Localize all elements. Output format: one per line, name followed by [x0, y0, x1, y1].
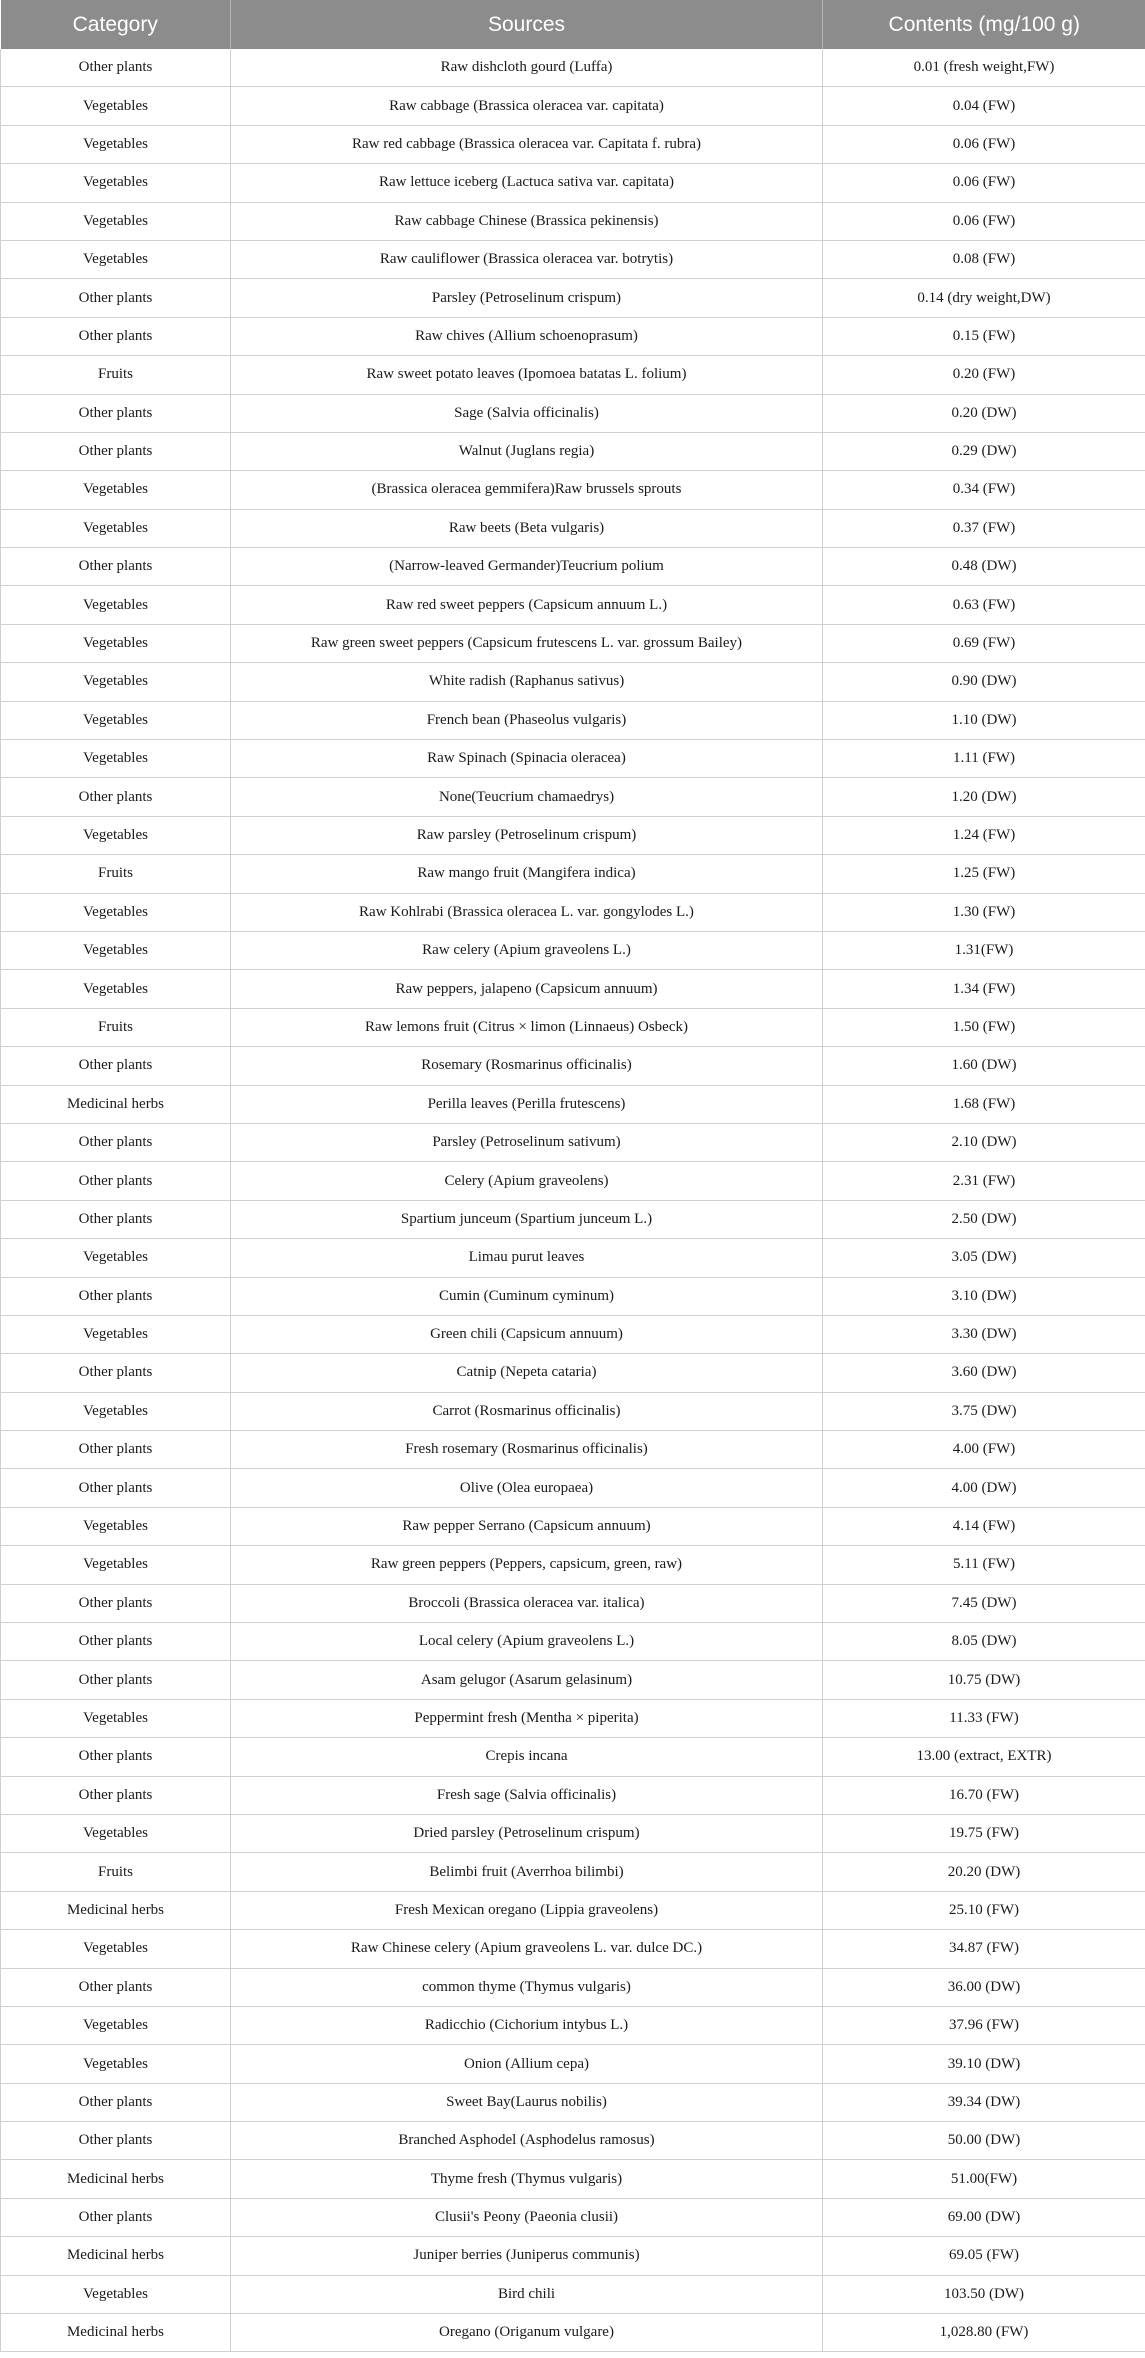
table-row [1, 471, 1145, 509]
table-row [1, 1085, 1145, 1123]
cell-source: Raw green peppers (Peppers, capsicum, green, raw) [231, 1546, 823, 1584]
cell-content: 10.75 (DW) [823, 1661, 1145, 1699]
cell-source: Carrot (Rosmarinus officinalis) [231, 1392, 823, 1430]
cell-content: 1.31(FW) [823, 931, 1145, 969]
header-sources: Sources [231, 0, 823, 49]
table-row [1, 1392, 1145, 1430]
table-row [1, 740, 1145, 778]
cell-category: Vegetables [1, 2045, 231, 2083]
table-row [1, 2006, 1145, 2044]
cell-content: 1.30 (FW) [823, 893, 1145, 931]
cell-content: 50.00 (DW) [823, 2122, 1145, 2160]
table-row [1, 356, 1145, 394]
cell-content: 1.34 (FW) [823, 970, 1145, 1008]
table-row [1, 1776, 1145, 1814]
table-row [1, 49, 1145, 87]
table-row [1, 970, 1145, 1008]
table-row [1, 1968, 1145, 2006]
cell-category: Vegetables [1, 509, 231, 547]
table-row [1, 2198, 1145, 2236]
cell-category: Other plants [1, 1469, 231, 1507]
cell-category: Other plants [1, 1584, 231, 1622]
cell-category: Other plants [1, 1123, 231, 1161]
cell-source: Celery (Apium graveolens) [231, 1162, 823, 1200]
cell-content: 0.48 (DW) [823, 548, 1145, 586]
cell-source: Cumin (Cuminum cyminum) [231, 1277, 823, 1315]
table-row [1, 202, 1145, 240]
cell-content: 0.06 (FW) [823, 125, 1145, 163]
cell-source: Crepis incana [231, 1738, 823, 1776]
cell-content: 16.70 (FW) [823, 1776, 1145, 1814]
table-row [1, 1162, 1145, 1200]
table-row [1, 1930, 1145, 1968]
table-row [1, 816, 1145, 854]
cell-category: Vegetables [1, 586, 231, 624]
cell-content: 5.11 (FW) [823, 1546, 1145, 1584]
cell-source: Perilla leaves (Perilla frutescens) [231, 1085, 823, 1123]
cell-category: Vegetables [1, 624, 231, 662]
table-row [1, 394, 1145, 432]
cell-content: 36.00 (DW) [823, 1968, 1145, 2006]
cell-source: Fresh sage (Salvia officinalis) [231, 1776, 823, 1814]
header-contents: Contents (mg/100 g) [823, 0, 1145, 49]
table-row [1, 586, 1145, 624]
cell-category: Vegetables [1, 1315, 231, 1353]
cell-content: 0.20 (FW) [823, 356, 1145, 394]
cell-source: Broccoli (Brassica oleracea var. italica) [231, 1584, 823, 1622]
cell-category: Vegetables [1, 893, 231, 931]
cell-content: 0.90 (DW) [823, 663, 1145, 701]
cell-category: Other plants [1, 1623, 231, 1661]
cell-content: 3.60 (DW) [823, 1354, 1145, 1392]
cell-source: Fresh Mexican oregano (Lippia graveolens) [231, 1891, 823, 1929]
cell-source: Belimbi fruit (Averrhoa bilimbi) [231, 1853, 823, 1891]
cell-content: 0.08 (FW) [823, 240, 1145, 278]
cell-source: (Narrow-leaved Germander)Teucrium polium [231, 548, 823, 586]
cell-source: Green chili (Capsicum annuum) [231, 1315, 823, 1353]
cell-source: Local celery (Apium graveolens L.) [231, 1623, 823, 1661]
cell-source: Raw red sweet peppers (Capsicum annuum L.) [231, 586, 823, 624]
table-body [1, 49, 1145, 2352]
cell-category: Vegetables [1, 1239, 231, 1277]
cell-content: 11.33 (FW) [823, 1699, 1145, 1737]
cell-source: Catnip (Nepeta cataria) [231, 1354, 823, 1392]
cell-category: Other plants [1, 1162, 231, 1200]
cell-category: Other plants [1, 1968, 231, 2006]
cell-source: Raw chives (Allium schoenoprasum) [231, 317, 823, 355]
cell-category: Vegetables [1, 970, 231, 1008]
cell-source: Juniper berries (Juniperus communis) [231, 2237, 823, 2275]
cell-category: Medicinal herbs [1, 2237, 231, 2275]
cell-source: Raw lemons fruit (Citrus × limon (Linnaeus) Osbeck) [231, 1008, 823, 1046]
table-row [1, 778, 1145, 816]
cell-content: 69.00 (DW) [823, 2198, 1145, 2236]
cell-content: 0.29 (DW) [823, 432, 1145, 470]
table-row [1, 1623, 1145, 1661]
cell-category: Vegetables [1, 663, 231, 701]
cell-content: 8.05 (DW) [823, 1623, 1145, 1661]
cell-content: 0.37 (FW) [823, 509, 1145, 547]
cell-content: 69.05 (FW) [823, 2237, 1145, 2275]
cell-category: Vegetables [1, 471, 231, 509]
cell-source: Raw cauliflower (Brassica oleracea var. botrytis) [231, 240, 823, 278]
cell-category: Vegetables [1, 1930, 231, 1968]
cell-category: Other plants [1, 2198, 231, 2236]
table-row [1, 1354, 1145, 1392]
table-row [1, 1469, 1145, 1507]
cell-content: 103.50 (DW) [823, 2275, 1145, 2313]
cell-source: Thyme fresh (Thymus vulgaris) [231, 2160, 823, 2198]
table-row [1, 2275, 1145, 2313]
cell-content: 37.96 (FW) [823, 2006, 1145, 2044]
table-row [1, 624, 1145, 662]
cell-source: Raw cabbage (Brassica oleracea var. capitata) [231, 87, 823, 125]
table-row [1, 87, 1145, 125]
cell-content: 3.10 (DW) [823, 1277, 1145, 1315]
table-row [1, 2314, 1145, 2352]
cell-content: 1.11 (FW) [823, 740, 1145, 778]
cell-content: 13.00 (extract, EXTR) [823, 1738, 1145, 1776]
cell-content: 0.01 (fresh weight,FW) [823, 49, 1145, 87]
cell-category: Vegetables [1, 816, 231, 854]
cell-category: Vegetables [1, 740, 231, 778]
cell-source: Raw peppers, jalapeno (Capsicum annuum) [231, 970, 823, 1008]
cell-source: Raw Spinach (Spinacia oleracea) [231, 740, 823, 778]
cell-source: Oregano (Origanum vulgare) [231, 2314, 823, 2352]
cell-content: 3.75 (DW) [823, 1392, 1145, 1430]
cell-source: Raw lettuce iceberg (Lactuca sativa var. capitata) [231, 164, 823, 202]
cell-content: 1.68 (FW) [823, 1085, 1145, 1123]
table-row [1, 1584, 1145, 1622]
table-row [1, 125, 1145, 163]
cell-content: 2.31 (FW) [823, 1162, 1145, 1200]
cell-source: Raw dishcloth gourd (Luffa) [231, 49, 823, 87]
cell-category: Other plants [1, 1277, 231, 1315]
cell-content: 0.20 (DW) [823, 394, 1145, 432]
cell-source: Raw celery (Apium graveolens L.) [231, 931, 823, 969]
cell-content: 0.34 (FW) [823, 471, 1145, 509]
cell-source: Radicchio (Cichorium intybus L.) [231, 2006, 823, 2044]
cell-category: Vegetables [1, 1507, 231, 1545]
cell-category: Vegetables [1, 240, 231, 278]
cell-source: common thyme (Thymus vulgaris) [231, 1968, 823, 2006]
table-row [1, 1239, 1145, 1277]
cell-source: Bird chili [231, 2275, 823, 2313]
table-row [1, 2160, 1145, 2198]
cell-content: 1.10 (DW) [823, 701, 1145, 739]
cell-content: 0.06 (FW) [823, 164, 1145, 202]
cell-source: Rosemary (Rosmarinus officinalis) [231, 1047, 823, 1085]
table-row [1, 1277, 1145, 1315]
cell-category: Vegetables [1, 125, 231, 163]
cell-content: 0.14 (dry weight,DW) [823, 279, 1145, 317]
cell-content: 0.04 (FW) [823, 87, 1145, 125]
cell-category: Vegetables [1, 1699, 231, 1737]
cell-source: Raw parsley (Petroselinum crispum) [231, 816, 823, 854]
table-row [1, 1315, 1145, 1353]
cell-category: Other plants [1, 1047, 231, 1085]
table-row [1, 1546, 1145, 1584]
cell-source: Clusii's Peony (Paeonia clusii) [231, 2198, 823, 2236]
cell-category: Other plants [1, 1200, 231, 1238]
table-row [1, 2045, 1145, 2083]
cell-category: Vegetables [1, 2275, 231, 2313]
table-row [1, 1047, 1145, 1085]
table-row [1, 2083, 1145, 2121]
cell-source: Raw red cabbage (Brassica oleracea var. Capitata f. rubra) [231, 125, 823, 163]
table-row [1, 164, 1145, 202]
cell-source: Sage (Salvia officinalis) [231, 394, 823, 432]
cell-source: Raw Chinese celery (Apium graveolens L. var. dulce DC.) [231, 1930, 823, 1968]
table-row [1, 240, 1145, 278]
table-row [1, 1008, 1145, 1046]
cell-content: 1.50 (FW) [823, 1008, 1145, 1046]
cell-source: (Brassica oleracea gemmifera)Raw brussels sprouts [231, 471, 823, 509]
cell-content: 0.15 (FW) [823, 317, 1145, 355]
cell-category: Vegetables [1, 1814, 231, 1852]
cell-content: 39.34 (DW) [823, 2083, 1145, 2121]
cell-source: Raw green sweet peppers (Capsicum frutescens L. var. grossum Bailey) [231, 624, 823, 662]
table-row [1, 2122, 1145, 2160]
cell-category: Other plants [1, 548, 231, 586]
cell-category: Vegetables [1, 1392, 231, 1430]
cell-category: Other plants [1, 394, 231, 432]
cell-category: Other plants [1, 317, 231, 355]
cell-source: Sweet Bay(Laurus nobilis) [231, 2083, 823, 2121]
table-row [1, 2237, 1145, 2275]
cell-category: Other plants [1, 2122, 231, 2160]
cell-category: Other plants [1, 1776, 231, 1814]
cell-source: Branched Asphodel (Asphodelus ramosus) [231, 2122, 823, 2160]
cell-content: 25.10 (FW) [823, 1891, 1145, 1929]
cell-source: Raw cabbage Chinese (Brassica pekinensis) [231, 202, 823, 240]
cell-content: 20.20 (DW) [823, 1853, 1145, 1891]
cell-source: White radish (Raphanus sativus) [231, 663, 823, 701]
cell-category: Fruits [1, 356, 231, 394]
cell-category: Fruits [1, 855, 231, 893]
table-row [1, 1661, 1145, 1699]
cell-source: Onion (Allium cepa) [231, 2045, 823, 2083]
table-row [1, 1431, 1145, 1469]
cell-category: Other plants [1, 1738, 231, 1776]
cell-source: Spartium junceum (Spartium junceum L.) [231, 1200, 823, 1238]
cell-content: 1.60 (DW) [823, 1047, 1145, 1085]
cell-source: None(Teucrium chamaedrys) [231, 778, 823, 816]
cell-content: 3.30 (DW) [823, 1315, 1145, 1353]
table-row [1, 701, 1145, 739]
cell-category: Medicinal herbs [1, 2160, 231, 2198]
cell-source: Raw mango fruit (Mangifera indica) [231, 855, 823, 893]
cell-content: 2.10 (DW) [823, 1123, 1145, 1161]
table-header [1, 0, 1145, 49]
cell-content: 3.05 (DW) [823, 1239, 1145, 1277]
cell-category: Vegetables [1, 87, 231, 125]
cell-category: Vegetables [1, 701, 231, 739]
table-row [1, 1200, 1145, 1238]
table-row [1, 279, 1145, 317]
table-row [1, 855, 1145, 893]
cell-category: Other plants [1, 2083, 231, 2121]
cell-category: Other plants [1, 1431, 231, 1469]
cell-category: Fruits [1, 1853, 231, 1891]
cell-category: Other plants [1, 1661, 231, 1699]
cell-content: 34.87 (FW) [823, 1930, 1145, 1968]
cell-content: 0.63 (FW) [823, 586, 1145, 624]
table-row [1, 1507, 1145, 1545]
table-row [1, 317, 1145, 355]
cell-content: 1.20 (DW) [823, 778, 1145, 816]
cell-category: Medicinal herbs [1, 2314, 231, 2352]
cell-source: Parsley (Petroselinum sativum) [231, 1123, 823, 1161]
cell-category: Vegetables [1, 164, 231, 202]
header-category: Category [1, 0, 231, 49]
table-row [1, 432, 1145, 470]
cell-content: 1.24 (FW) [823, 816, 1145, 854]
table-row [1, 663, 1145, 701]
cell-category: Other plants [1, 49, 231, 87]
cell-content: 2.50 (DW) [823, 1200, 1145, 1238]
cell-source: Raw pepper Serrano (Capsicum annuum) [231, 1507, 823, 1545]
table-row [1, 1814, 1145, 1852]
cell-content: 1,028.80 (FW) [823, 2314, 1145, 2352]
cell-category: Vegetables [1, 931, 231, 969]
cell-source: Asam gelugor (Asarum gelasinum) [231, 1661, 823, 1699]
cell-category: Vegetables [1, 1546, 231, 1584]
cell-source: Limau purut leaves [231, 1239, 823, 1277]
table-row [1, 509, 1145, 547]
cell-category: Other plants [1, 1354, 231, 1392]
cell-category: Vegetables [1, 2006, 231, 2044]
cell-content: 39.10 (DW) [823, 2045, 1145, 2083]
table-row [1, 1123, 1145, 1161]
cell-source: Fresh rosemary (Rosmarinus officinalis) [231, 1431, 823, 1469]
table-row [1, 1853, 1145, 1891]
cell-source: Walnut (Juglans regia) [231, 432, 823, 470]
table-row [1, 1891, 1145, 1929]
cell-source: Raw sweet potato leaves (Ipomoea batatas L. folium) [231, 356, 823, 394]
cell-category: Other plants [1, 778, 231, 816]
cell-category: Medicinal herbs [1, 1891, 231, 1929]
cell-content: 4.00 (FW) [823, 1431, 1145, 1469]
cell-category: Fruits [1, 1008, 231, 1046]
cell-source: Raw Kohlrabi (Brassica oleracea L. var. gongylodes L.) [231, 893, 823, 931]
cell-source: Parsley (Petroselinum crispum) [231, 279, 823, 317]
cell-category: Other plants [1, 279, 231, 317]
table-row [1, 1699, 1145, 1737]
cell-source: Peppermint fresh (Mentha × piperita) [231, 1699, 823, 1737]
cell-source: French bean (Phaseolus vulgaris) [231, 701, 823, 739]
cell-source: Dried parsley (Petroselinum crispum) [231, 1814, 823, 1852]
table-row [1, 1738, 1145, 1776]
cell-category: Vegetables [1, 202, 231, 240]
cell-content: 7.45 (DW) [823, 1584, 1145, 1622]
cell-content: 4.14 (FW) [823, 1507, 1145, 1545]
table-row [1, 548, 1145, 586]
cell-content: 1.25 (FW) [823, 855, 1145, 893]
cell-source: Olive (Olea europaea) [231, 1469, 823, 1507]
table-row [1, 931, 1145, 969]
cell-content: 51.00(FW) [823, 2160, 1145, 2198]
header-row [1, 0, 1145, 49]
cell-category: Other plants [1, 432, 231, 470]
table-row [1, 893, 1145, 931]
cell-category: Medicinal herbs [1, 1085, 231, 1123]
cell-content: 4.00 (DW) [823, 1469, 1145, 1507]
cell-content: 19.75 (FW) [823, 1814, 1145, 1852]
cell-content: 0.69 (FW) [823, 624, 1145, 662]
cell-source: Raw beets (Beta vulgaris) [231, 509, 823, 547]
cell-content: 0.06 (FW) [823, 202, 1145, 240]
